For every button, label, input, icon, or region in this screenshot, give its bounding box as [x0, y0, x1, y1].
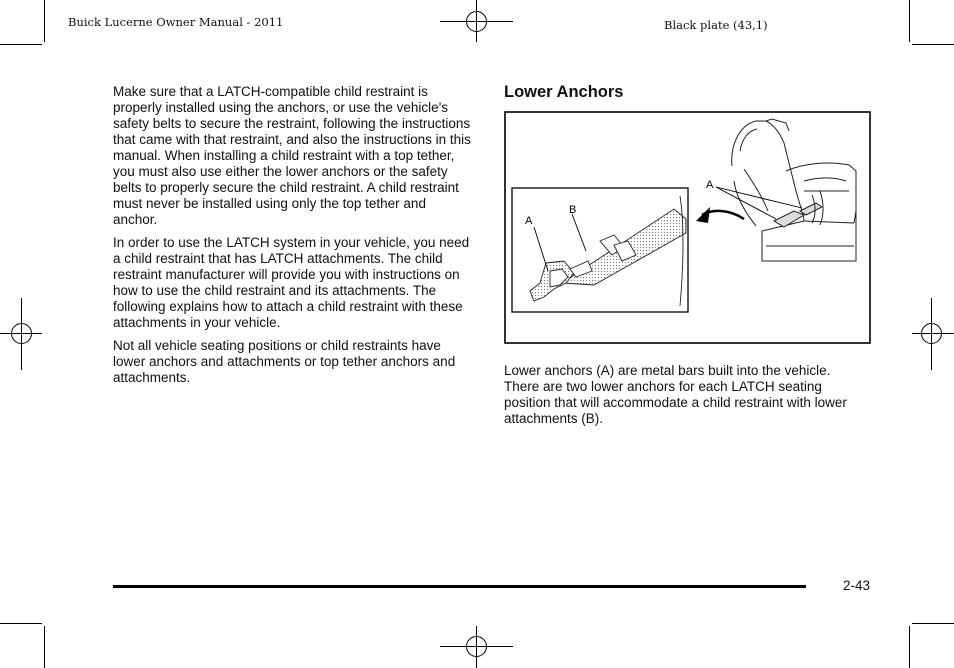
figure-label-b-inset: B	[569, 204, 577, 216]
header-plate-label: Black plate (43,1)	[664, 18, 768, 32]
paragraph-not-all-positions: Not all vehicle seating positions or child restraints have lower anchors and attachments or top tether anchors and attachments.	[113, 338, 456, 385]
paragraph-latch-install: Make sure that a LATCH-compatible child restraint is properly installed using the anchors, or use the vehicle's safety belts to secure the restraint, following the instructions that came with that restraint, and also the instructions in this manual. When installing a child restraint with a top tether, you must also use either the lower anchors or the safety belts to properly secure the child restraint. A child restraint must never be installed using only the top tether and anchor.	[113, 84, 471, 227]
header-manual-title: Buick Lucerne Owner Manual - 2011	[68, 15, 284, 29]
section-title-lower-anchors: Lower Anchors	[504, 83, 624, 101]
lower-anchors-figure	[504, 111, 871, 344]
footer-rule	[113, 585, 806, 588]
figure-label-a-inset: A	[525, 215, 533, 227]
figure-caption: Lower anchors (A) are metal bars built into the vehicle. There are two lower anchors for each LATCH seating position that will accommodate a child restraint with lower attachments (B).	[504, 363, 847, 426]
page-number: 2-43	[843, 578, 871, 593]
figure-label-a-seat: A	[706, 179, 714, 191]
left-column	[113, 84, 473, 393]
paragraph-latch-system: In order to use the LATCH system in your vehicle, you need a child restraint that has LATCH attachments. The child restraint manufacturer will provide you with instructions on how to use the child restraint and its attachments. The following explains how to attach a child restraint with these attachments in your vehicle.	[113, 235, 470, 330]
